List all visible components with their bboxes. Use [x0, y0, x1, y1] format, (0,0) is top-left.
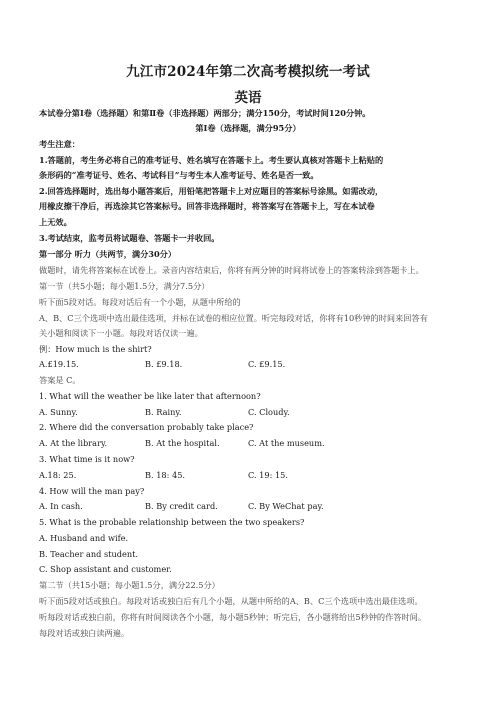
intro-line-2: 第Ⅰ卷（选择题，满分95分）	[195, 123, 301, 133]
question-1: 1. What will the weather be like later that afternoon?	[39, 391, 261, 401]
question-5: 5. What is the probable relationship between the two speakers?	[39, 517, 305, 527]
question-2: 2. Where did the conversation probably take place?	[39, 422, 254, 432]
notice-1a: 1.答题前，考生务必将自己的准考证号、姓名填写在答题卡上。考生要认真核对答题卡上粘贴的	[39, 155, 384, 165]
section1-instr-1: 听下面5段对话。每段对话后有一个小题，从题中所给的	[39, 297, 241, 307]
notice-1b: 条形码的“准考证号、姓名、考试科目”与考生本人准考证号、姓名是否一致。	[39, 170, 319, 180]
q1-option-b: B. Rainy.	[145, 407, 182, 417]
q4-option-c: C. By WeChat pay.	[248, 501, 324, 511]
section2-instr-1: 听下面5段对话或独白。每段对话或独白后有几个小题，从题中所给的A、B、C三个选项中选出最佳选项。	[39, 596, 423, 606]
part1-heading: 第一部分 听力（共两节，满分30分）	[39, 249, 177, 259]
section1-heading: 第一节（共5小题；每小题1.5分，满分7.5分）	[39, 281, 210, 291]
q2-option-b: B. At the hospital.	[145, 438, 220, 448]
listening-intro: 做题时，请先将答案标在试卷上。录音内容结束后，你将有两分钟的时间将试卷上的答案转涂到答题卡上。	[39, 265, 424, 275]
notice-2a: 2.回答选择题时，选出每小题答案后，用铅笔把答题卡上对应题目的答案标号涂黑。如需改动，	[39, 186, 384, 196]
q2-option-a: A. At the library.	[39, 438, 108, 448]
exam-title: 九江市2024年第二次高考模拟统一考试	[126, 64, 370, 80]
q1-option-a: A. Sunny.	[39, 407, 78, 417]
section2-instr-3: 每段对话或独白读两遍。	[39, 628, 130, 638]
question-4: 4. How will the man pay?	[39, 486, 145, 496]
example-question: 例：How much is the shirt?	[39, 344, 152, 354]
section1-instr-3: 关小题和阅读下一小题。每段对话仅读一遍。	[39, 328, 203, 338]
notice-heading: 考生注意：	[39, 139, 80, 149]
q3-option-a: A.18: 25.	[39, 470, 77, 480]
intro-line-1: 本试卷分第Ⅰ卷（选择题）和第Ⅱ卷（非选择题）两部分；满分150分，考试时间120分钟。	[39, 108, 371, 118]
q5-option-b: B. Teacher and student.	[39, 549, 139, 559]
section1-instr-2: A、B、C三个选项中选出最佳选项，并标在试卷的相应位置。听完每段对话，你将有10秒钟的时间来回答有	[39, 313, 428, 323]
section2-heading: 第二节（共15小题；每小题1.5分，满分22.5分）	[39, 580, 220, 590]
q3-option-b: B. 18: 45.	[145, 470, 186, 480]
q5-option-c: C. Shop assistant and customer.	[39, 564, 172, 574]
section2-instr-2: 听每段对话或独白前，你将有时间阅读各个小题，每小题5秒钟；听完后，各小题将给出5秒钟的作答时间。	[39, 612, 427, 622]
example-option-c: C. £9.15.	[248, 359, 286, 369]
q4-option-b: B. By credit card.	[145, 501, 218, 511]
example-option-a: A.£19.15.	[39, 359, 79, 369]
notice-2c: 上无效。	[39, 217, 72, 227]
q5-option-a: A. Husband and wife.	[39, 533, 129, 543]
q2-option-c: C. At the museum.	[248, 438, 325, 448]
notice-3: 3.考试结束，监考员将试题卷、答题卡一并收回。	[39, 233, 220, 243]
q3-option-c: C. 19: 15.	[248, 470, 288, 480]
notice-2b: 用橡皮擦干净后，再选涂其它答案标号。回答非选择题时，将答案写在答题卡上，写在本试卷	[39, 201, 375, 211]
example-option-b: B. £9.18.	[145, 359, 183, 369]
subject-title: 英语	[234, 90, 262, 106]
q4-option-a: A. In cash.	[39, 501, 83, 511]
q1-option-c: C. Cloudy.	[248, 407, 290, 417]
question-3: 3. What time is it now?	[39, 454, 135, 464]
example-answer: 答案是 C。	[39, 375, 81, 385]
